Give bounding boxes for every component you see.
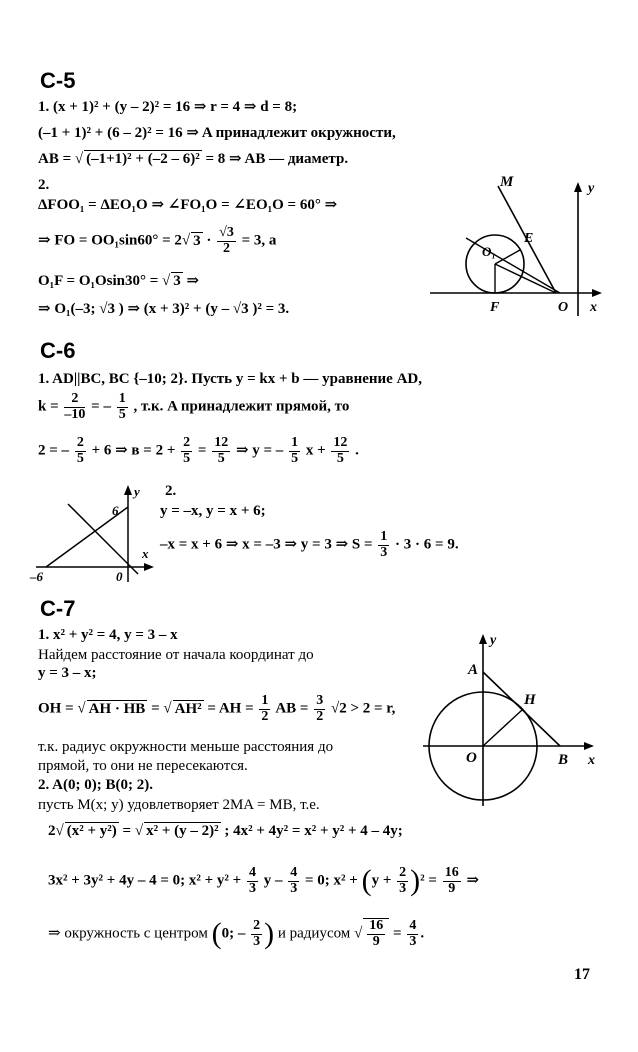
c5-line5: ΔFOO₁ = ΔEO₁O ⇒ ∠FO₁O = ∠EO₁O = 60° ⇒: [38, 197, 338, 213]
c7-line11-c: и радиусом: [277, 925, 351, 942]
c7-line10-d: y +: [371, 872, 392, 889]
c7-fig-label-O: O: [466, 750, 477, 766]
c5-fig-label-E: E: [524, 231, 534, 246]
c7-line11: ⇒ окружность с центром (0; – $\frac{2}{3}$ ) и радиусом √ $\frac{16}{9}$ = $\frac{4}{3}$ .: [48, 917, 425, 951]
c7-line9-rad2: x² + (y – 2)²: [146, 823, 219, 839]
c7-line5: т.к. радиус окружности меньше расстояния до: [38, 739, 334, 755]
c7-line4-c: = AH =: [207, 700, 254, 717]
c5-line1: 1. (x + 1)² + (y – 2)² = 16 ⇒ r = 4 ⇒ d = 8;: [38, 99, 298, 115]
c7-frac-1: $\frac{1}{2}$: [261, 693, 269, 724]
c7-line3: y = 3 – x;: [38, 665, 97, 681]
c7-fig-label-A: A: [468, 662, 479, 678]
c5-line7: O₁F = O₁Osin30° = √ 3 ⇒: [38, 273, 200, 289]
c5-line2: (–1 + 1)² + (6 – 2)² = 16 ⇒ A принадлежит окружности,: [38, 125, 396, 141]
c6-line2-eq: = –: [91, 398, 111, 415]
c7-frac-5: $\frac{2}{3}$: [399, 865, 407, 896]
c5-line6: ⇒ FO = OO₁sin60° = 2√ 3 · $\frac{√3}{2}$ = 3, а: [38, 225, 277, 256]
c7-line1: 1. x² + y² = 4, y = 3 – x: [38, 627, 178, 643]
c5-fig-label-O1: O₁: [482, 244, 496, 259]
c6-fig-label-0: 0: [116, 569, 123, 584]
c6-figure-lines: [28, 482, 158, 584]
c7-line10: 3x² + 3y² + 4y – 4 = 0; x² + y² + $\frac{4}{3}$ y – $\frac{4}{3}$ = 0; x² + (y + $\frac{2}{3}$ )² = $\frac{16}{9}$ ⇒: [48, 864, 480, 898]
c6-part2-number: 2.: [165, 483, 177, 499]
c7-fig-label-H: H: [524, 692, 536, 708]
c6-fig-label-x: x: [142, 546, 149, 561]
c6-part2-line2-a: –x = x + 6 ⇒ x = –3 ⇒ y = 3 ⇒ S =: [160, 536, 373, 553]
c7-line11-b: 0; –: [221, 925, 246, 942]
c7-line6: прямой, то они не пересекаются.: [38, 758, 248, 774]
c5-line6-rhs: = 3, а: [241, 232, 277, 249]
c6-frac-2: $\frac{1}{5}$: [118, 391, 126, 422]
c6-line3: [38, 436, 359, 466]
c6-part2-line1: y = –x, y = x + 6;: [160, 503, 266, 519]
c6-line3-d: ⇒ y = –: [235, 442, 284, 459]
c5-fig-label-x: x: [590, 300, 597, 315]
c7-line9-a: 2: [48, 823, 56, 839]
c7-line10-b: y –: [263, 872, 283, 889]
c6-line3-a: 2 = –: [38, 442, 70, 459]
c7-line4-b: =: [151, 700, 160, 717]
c6-line1: 1. AD||BC, BC {–10; 2}. Пусть y = kx + b — уравнение AD,: [38, 371, 422, 387]
c5-line3-radicand: (–1+1)² + (–2 – 6)²: [86, 151, 200, 167]
c6-part2-line2: [160, 530, 459, 560]
c7-line8: пусть M(x; y) удовлетворяет 2MA = MB, т.е.: [38, 797, 320, 813]
c7-line4-e: √2 > 2 = r,: [330, 700, 396, 717]
c7-line10-a: 3x² + 3y² + 4y – 4 = 0; x² + y² +: [48, 872, 242, 889]
c7-fig-label-y: y: [490, 633, 497, 648]
c7-line4-rad1: AH · HB: [88, 700, 146, 717]
c7-line4-rad2: AH²: [174, 700, 202, 717]
c7-line10-c: = 0; x² +: [304, 872, 358, 889]
c6-part2-line2-b: · 3 · 6 = 9.: [395, 536, 459, 553]
c7-line9-b: =: [122, 823, 132, 839]
section-title-c7: С-7: [40, 596, 76, 621]
c5-line6-lhs: ⇒ FO = OO₁sin60° = 2: [38, 232, 182, 249]
c6-frac-6: $\frac{1}{5}$: [291, 435, 299, 466]
c7-fig-label-B: B: [558, 752, 569, 768]
c6-frac-3: $\frac{2}{5}$: [76, 435, 84, 466]
section-title-c5: С-5: [40, 68, 76, 93]
c6-frac-7: $\frac{12}{5}$: [333, 435, 348, 466]
c6-fig-label-6: 6: [112, 503, 119, 518]
c5-fig-label-O: O: [558, 300, 569, 315]
c5-fig-label-M: M: [500, 174, 514, 190]
c7-frac-6: $\frac{16}{9}$: [444, 865, 459, 896]
c7-figure-circle-line: [418, 628, 608, 810]
c7-line4: OH = √ AH · HB = √ AH² = AH = $\frac{1}{2}$ AB = $\frac{3}{2}$ √2 > 2 = r,: [38, 693, 396, 724]
c5-fig-label-F: F: [490, 300, 500, 315]
c7-line10-f: ⇒: [466, 872, 480, 889]
c7-line9: 2√ (x² + y²) = √ x² + (y – 2)² ; 4x² + 4y² = x² + y² + 4 – 4y;: [48, 823, 403, 839]
c7-line4-d: AB =: [275, 700, 309, 717]
c6-frac-1: $\frac{2}{-10}$: [64, 391, 86, 422]
c5-line3-rhs: = 8 ⇒ AB — диаметр.: [205, 151, 349, 167]
c7-fig-label-x: x: [588, 753, 595, 768]
c7-line10-e: ² =: [420, 872, 437, 889]
c5-line6-fraction: $\frac{√3}{2}$: [219, 225, 234, 256]
page-number: 17: [574, 966, 590, 983]
c5-line4: 2.: [38, 177, 50, 193]
c6-line3-e: x +: [305, 442, 326, 459]
c5-line8: ⇒ O₁(–3; √3 ) ⇒ (x + 3)² + (y – √3 )² = 3.: [38, 301, 290, 317]
c6-line2-text: , т.к. A принадлежит прямой, то: [133, 398, 350, 415]
c6-fig-label-y: y: [134, 484, 140, 499]
c7-frac-9: $\frac{4}{3}$: [409, 918, 417, 949]
c6-line3-b: + 6 ⇒ в = 2 +: [91, 442, 176, 459]
c5-figure-circle-tangent: [430, 170, 610, 320]
c5-line3-lhs: AB =: [38, 151, 72, 167]
c7-frac-4: $\frac{4}{3}$: [290, 865, 298, 896]
section-title-c6: С-6: [40, 338, 76, 363]
c7-frac-3: $\frac{4}{3}$: [248, 865, 256, 896]
c7-line4-a: OH =: [38, 700, 74, 717]
c5-line7-rhs: ⇒: [186, 273, 200, 289]
c6-line3-f: .: [355, 442, 359, 459]
c5-line7-lhs: O₁F = O₁Osin30° =: [38, 273, 159, 289]
c6-frac-5: $\frac{12}{5}$: [214, 435, 229, 466]
c6-frac-4: $\frac{2}{5}$: [183, 435, 191, 466]
c7-line11-d: =: [393, 925, 402, 942]
c7-line11-e: .: [420, 925, 425, 942]
c6-frac-8: $\frac{1}{3}$: [380, 529, 388, 560]
c7-line7: 2. A(0; 0); B(0; 2).: [38, 777, 153, 793]
c7-frac-2: $\frac{3}{2}$: [316, 693, 324, 724]
c5-line7-radicand: 3: [173, 273, 181, 289]
c5-line6-radicand: 3: [193, 232, 201, 249]
c7-line11-a: ⇒ окружность с центром: [48, 925, 208, 942]
c7-line9-c: ; 4x² + 4y² = x² + y² + 4 – 4y;: [224, 823, 403, 839]
c5-line3: AB = √ (–1+1)² + (–2 – 6)² = 8 ⇒ AB — диаметр.: [38, 151, 349, 167]
c7-line9-rad1: (x² + y²): [66, 823, 117, 839]
c7-frac-8: $\frac{16}{9}$: [369, 918, 384, 949]
c7-line2: Найдем расстояние от начала координат до: [38, 647, 314, 663]
c6-fig-label-neg6: –6: [30, 569, 43, 584]
c6-line2-k: k =: [38, 398, 59, 415]
c6-line3-c: =: [197, 442, 207, 459]
c5-fig-label-y: y: [588, 181, 595, 196]
c7-frac-7: $\frac{2}{3}$: [253, 918, 261, 949]
c6-line2: [38, 392, 349, 422]
